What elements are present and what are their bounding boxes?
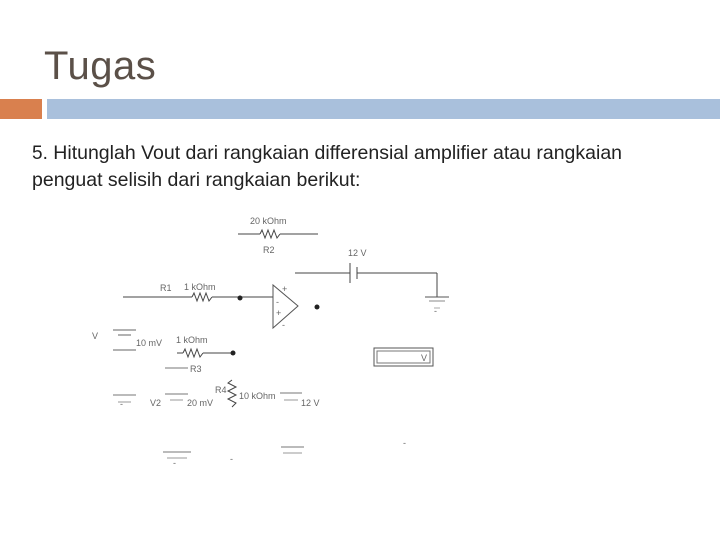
label-r2-value: 20 kOhm <box>250 216 287 226</box>
question-body: Hitunglah Vout dari rangkaian differensial amplifier atau rangkaian penguat selisih dari rangkaian berikut: <box>32 142 623 191</box>
label-supply-value: 12 V <box>301 398 320 408</box>
label-r1-name: R1 <box>160 283 172 293</box>
opamp-minus-bottom: - <box>282 320 285 330</box>
opamp-pin-b: + <box>276 308 282 318</box>
label-v2-name: V2 <box>150 398 162 408</box>
label-v1-value: 10 mV <box>136 338 163 348</box>
voltmeter-label: V <box>421 353 428 363</box>
ground-dash: - <box>434 306 437 316</box>
junction-dot-2 <box>315 305 320 310</box>
junction-dot-1 <box>238 296 243 301</box>
label-battery-value: 12 V <box>348 248 367 258</box>
label-r1-value: 1 kOhm <box>184 282 216 292</box>
resistor-r2 <box>260 230 280 238</box>
ground-dash-bottom: - <box>173 458 176 468</box>
label-v1-name: V <box>92 331 99 341</box>
label-r4-value: 10 kOhm <box>239 391 276 401</box>
opamp-minus-top: + <box>282 284 288 294</box>
ground-dash-left: - <box>120 399 123 409</box>
opamp-pin-a: - <box>276 297 279 307</box>
slide-title: Tugas <box>44 44 157 88</box>
stray-dash-1: - <box>230 454 233 464</box>
label-v2-value: 20 mV <box>187 398 214 408</box>
resistor-r1 <box>192 293 212 301</box>
label-r4-name: R4 <box>215 385 227 395</box>
resistor-r3 <box>183 349 203 357</box>
question-number: 5. <box>32 143 48 164</box>
resistor-r4 <box>228 380 236 407</box>
label-r2-name: R2 <box>263 245 275 255</box>
stray-dash-2: - <box>403 438 406 448</box>
label-r3-value: 1 kOhm <box>176 335 208 345</box>
junction-dot-3 <box>231 351 236 356</box>
label-r3-name: R3 <box>190 364 202 374</box>
